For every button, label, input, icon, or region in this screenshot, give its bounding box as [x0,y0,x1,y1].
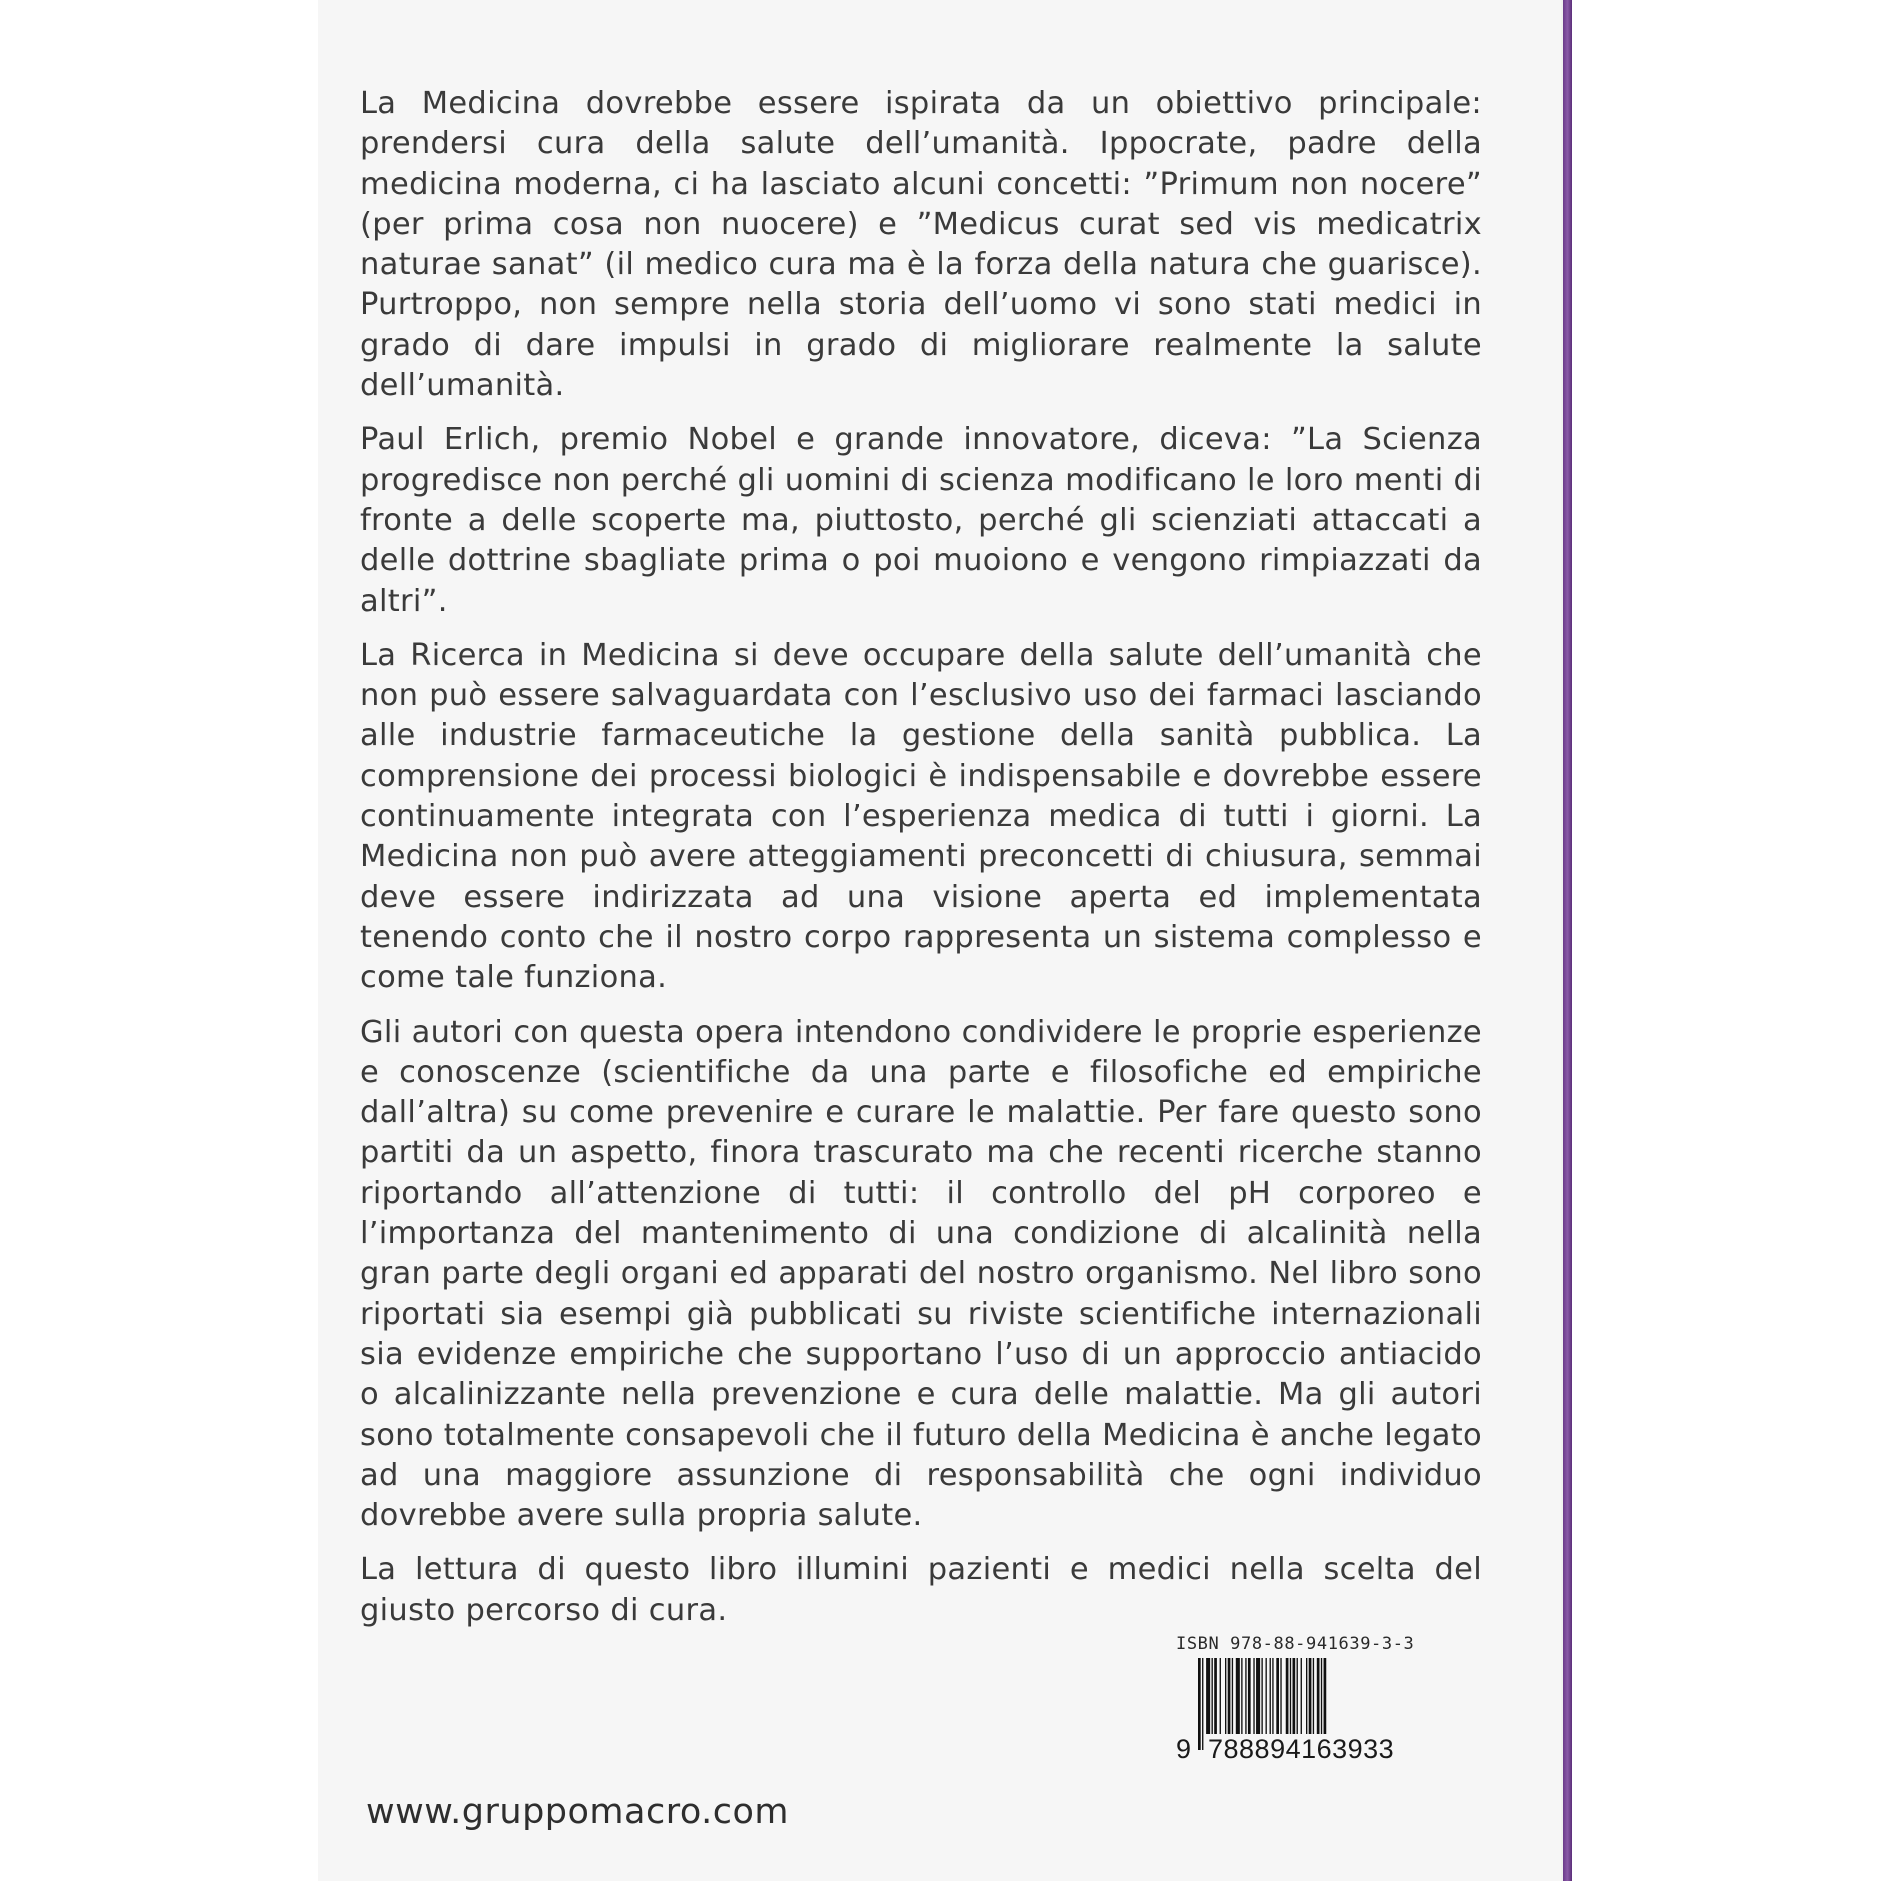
paragraph-authors: Gli autori con questa opera intendono condividere le proprie esperienze e conoscenze (scientifiche da una parte e filosofiche ed empiriche dall’altra) su come prevenire e curare le malattie. Per fare questo sono partiti da un aspetto, finora trascurato ma che recenti ricerche stanno riportando all’attenzione di tutti: il controllo del pH corporeo e l’importanza del mantenimento di una condizione di alcalinità nella gran parte degli organi ed apparati del nostro organismo. Nel libro sono riportati sia esempi già pubblicati su riviste scientifiche internazionali sia evidenze empiriche che supportano l’uso di un approccio antiacido o alcalinizzante nella prevenzione e cura delle malattie. Ma gli autori sono totalmente consapevoli che il futuro della Medicina è anche legato ad una maggiore assunzione di responsabilità che ogni individuo dovrebbe avere sulla propria salute. [360,1014,1482,1534]
paragraph-intro: La Medicina dovrebbe essere ispirata da un obiettivo principale: prendersi cura della salute dell’umanità. Ippocrate, padre della medicina moderna, ci ha lasciato alcuni concetti: ”Primum non nocere” (per prima cosa non nuocere) e ”Medicus curat sed vis medicatrix naturae sanat” (il medico cura ma è la forza della natura che guarisce). Purtroppo, non sempre nella storia dell’uomo vi sono stati medici in grado di dare impulsi in grado di migliorare realmente la salute dell’umanità. [360,86,1482,404]
purple-spine-edge [1563,0,1572,1881]
barcode-number: 788894163933 [1208,1734,1395,1764]
isbn-barcode-block [1176,1634,1476,1764]
paragraph-erlich-quote: Paul Erlich, premio Nobel e grande innovatore, diceva: ”La Scienza progredisce non perché gli uomini di scienza modificano le loro menti di fronte a delle scoperte ma, piuttosto, perché gli scienziati attaccati a delle dottrine sbagliate prima o poi muoiono e vengono rimpiazzati da altri”. [360,422,1482,619]
paragraph-research: La Ricerca in Medicina si deve occupare della salute dell’umanità che non può essere salvaguardata con l’esclusivo uso dei farmaci lasciando alle industrie farmaceutiche la gestione della sanità pubblica. La comprensione dei processi biologici è indispensabile e dovrebbe essere continuamente integrata con l’esperienza medica di tutti i giorni. La Medicina non può avere atteggiamenti preconcetti di chiusura, semmai deve essere indirizzata ad una visione aperta ed implementata tenendo conto che il nostro corpo rappresenta un sistema complesso e come tale funziona. [360,637,1482,996]
isbn-label: ISBN 978-88-941639-3-3 [1176,1634,1415,1654]
publisher-website: www.gruppomacro.com [366,1792,790,1832]
paragraph-closing: La lettura di questo libro illumini pazienti e medici nella scelta del giusto percorso di cura. [360,1552,1482,1628]
blurb-text [360,84,1482,1645]
barcode-first-digit: 9 [1176,1734,1192,1764]
